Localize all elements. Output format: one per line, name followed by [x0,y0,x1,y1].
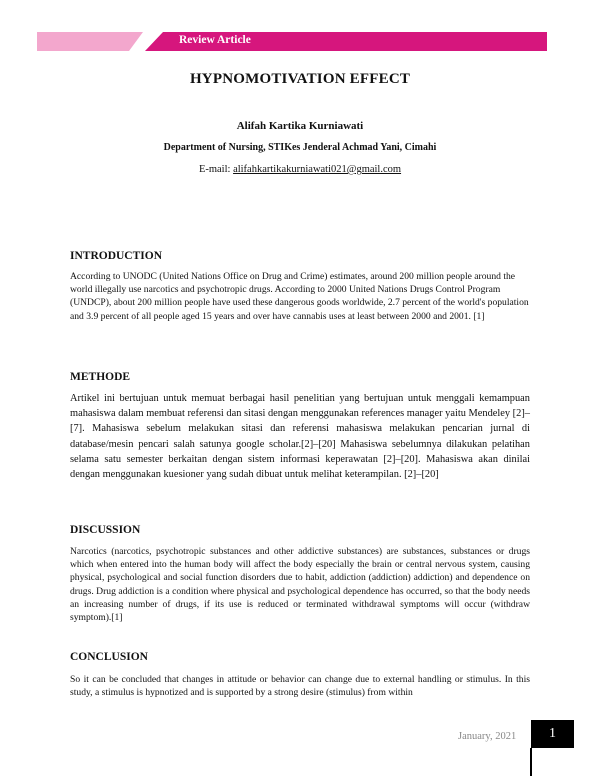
author-name: Alifah Kartika Kurniawati [236,120,364,132]
discussion-heading: DISCUSSION [70,524,141,536]
discussion-body: Narcotics (narcotics, psychotropic substances and other addictive substances) are substances, substances or drugs which when entered into the human body will affect the body especially the brain or central nervous system, causing physical, psychological and social function disorders due to habit, addiction (addiction) addiction) and dependence on drugs. Drug addiction is a condition where physical and psychological dependence has occurred, so that the body needs an increasing number of drugs, if its use is reduced or terminated withdrawal symptoms will occur (withdraw symptom).[1] [70,546,530,624]
author-email-line [0,164,600,175]
banner-label: Review Article [179,34,251,46]
article-type-banner [37,32,547,51]
methode-body: Artikel ini bertujuan untuk memuat berbagai hasil penelitian yang bertujuan untuk menggali kemampuan mahasiswa dalam membuat referensi dan sitasi dengan menggunakan references manager yaitu Mendeley [2]–[7]. Mahasiswa sebelum melakukan sitasi dan referensi mahasiswa melakukan pencarian jurnal di database/mesin pencari salah satunya google scholar.[2]–[20] Mahasiswa sebelumnya dilakukan pelatihan selama satu semester berkaitan dengan sistem informasi keperawatan [2]–[20]. Mahasiswa akan dinilai dengan menggunakan kuesioner yang sudah dibuat untuk melihat keterampilan. [2]–[20] [70,393,530,481]
introduction-body: According to UNODC (United Nations Office on Drug and Crime) estimates, around 200 million people around the world illegally use narcotics and psychotropic drugs. According to 2000 United Nations Drugs Control Program (UNDCP), about 200 million people have used these dangerous goods worldwide, 2.7 percent of the world's population and 3.9 percent of all people aged 15 years and over have cannabis uses at least between 2000 and 2001. [1] [70,271,529,322]
conclusion-heading: CONCLUSION [70,651,148,663]
email-link[interactable]: alifahkartikakurniawati021@gmail.com [233,164,402,175]
page-number: 1 [531,720,574,748]
methode-heading: METHODE [70,371,131,383]
introduction-heading: INTRODUCTION [70,250,163,262]
email-prefix: E-mail: [198,164,234,175]
author-affiliation: Department of Nursing, STIKes Jenderal Achmad Yani, Cimahi [163,142,437,153]
paper-title: HYPNOMOTIVATION EFFECT [189,71,411,87]
publication-date: January, 2021 [458,731,517,742]
banner-shape [37,32,547,51]
conclusion-body: So it can be concluded that changes in attitude or behavior can change due to external handling or stimulus. In this study, a stimulus is hypnotized and is supported by a strong desire (stimulus) from within [70,674,530,699]
banner-left-segment [37,32,143,51]
footer-rule [530,748,532,776]
